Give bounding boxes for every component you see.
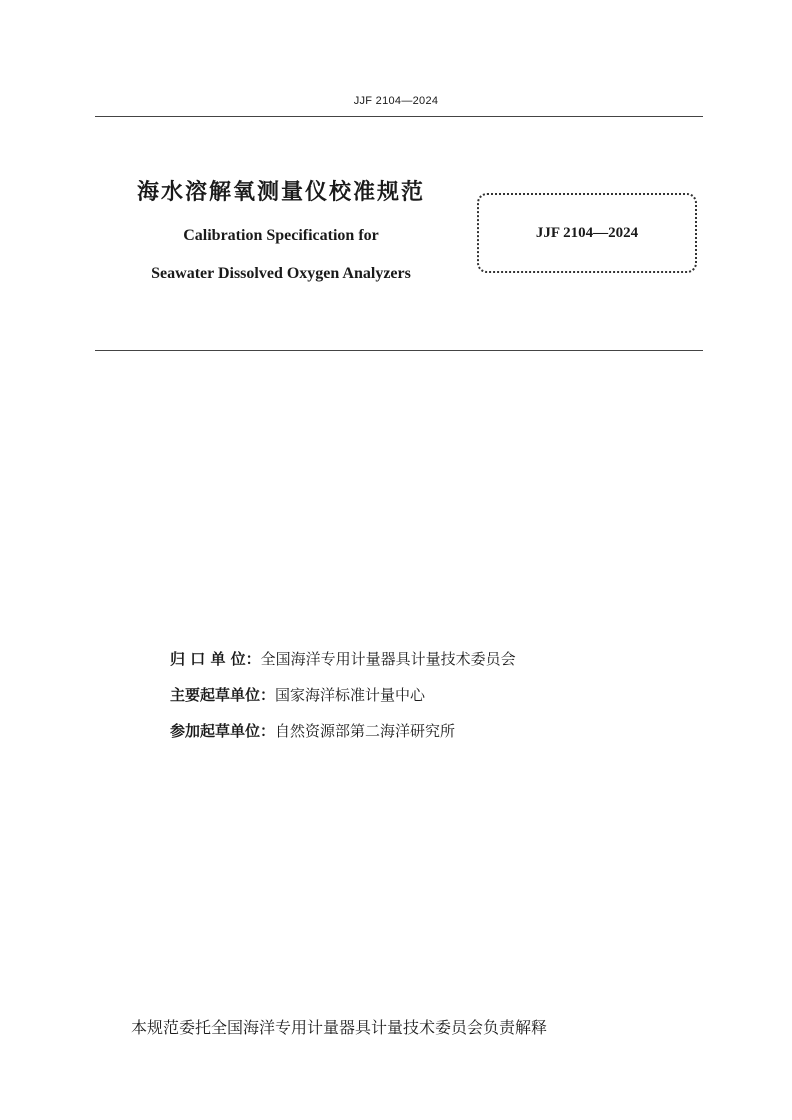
title-english-line2: Seawater Dissolved Oxygen Analyzers	[151, 265, 411, 282]
drafting-units	[170, 640, 690, 748]
title-chinese: 海水溶解氧测量仪校准规范	[136, 180, 425, 205]
header-standard-code: JJF 2104—2024	[353, 95, 439, 107]
header-divider	[95, 116, 703, 117]
title-block	[95, 178, 467, 284]
interpretation-note: 本规范委托全国海洋专用计量器具计量技术委员会负责解释	[131, 1018, 548, 1037]
unit-label: 归 口 单 位：	[170, 649, 261, 668]
unit-label: 主要起草单位：	[170, 685, 276, 704]
unit-value: 全国海洋专用计量器具计量技术委员会	[260, 649, 516, 668]
unit-row-responsible	[170, 640, 690, 676]
unit-row-main-drafter	[170, 676, 690, 712]
unit-label: 参加起草单位：	[170, 721, 276, 740]
title-english-line1: Calibration Specification for	[183, 227, 379, 244]
unit-value: 自然资源部第二海洋研究所	[275, 721, 456, 740]
standard-code: JJF 2104—2024	[535, 224, 639, 241]
unit-row-participating-drafter	[170, 712, 690, 748]
standard-code-box	[477, 193, 697, 273]
title-divider	[95, 350, 703, 351]
unit-value: 国家海洋标准计量中心	[275, 685, 426, 704]
